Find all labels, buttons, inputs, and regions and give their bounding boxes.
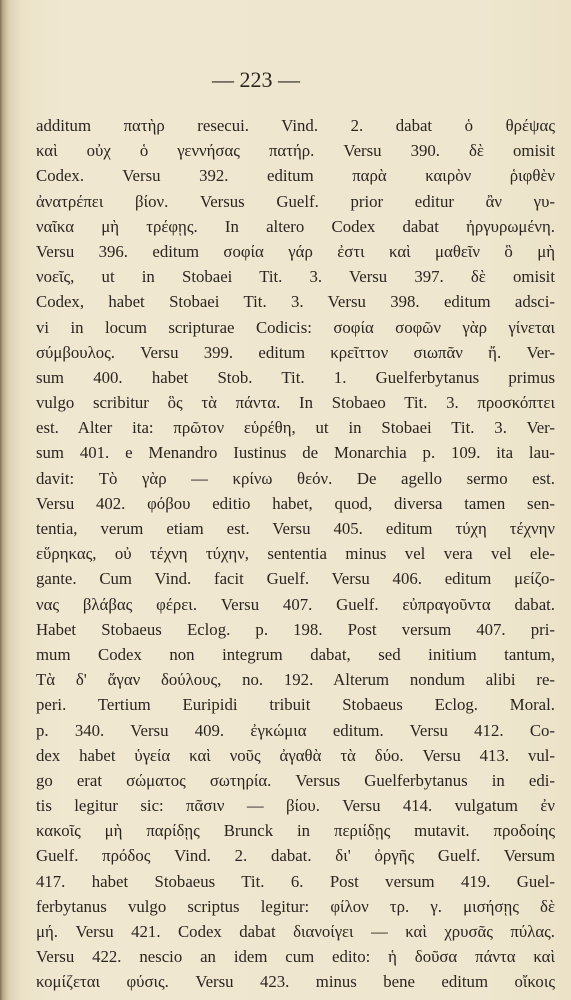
text-line: vi in locum scripturae Codicis: σοφία σοφῶν γὰρ γίνεται xyxy=(36,317,555,337)
text-line: dex habet ὑγεία καὶ νοῦς ἀγαθὰ τὰ δύο. Versu 413. vul- xyxy=(36,745,555,765)
text-line: Codex. Versu 392. editum παρὰ καιρὸν ῥιφθὲν xyxy=(36,166,555,186)
text-line: peri. Tertium Euripidi tribuit Stobaeus Eclog. Moral. xyxy=(36,695,555,715)
page-number: — 223 — xyxy=(212,67,300,92)
text-line: 417. habet Stobaeus Tit. 6. Post versum 419. Guel- xyxy=(36,871,555,891)
text-line: Versu 402. φόβου editio habet, quod, diversa tamen sen- xyxy=(36,493,555,513)
text-line: μή. Versu 421. Codex dabat διανοίγει — καὶ χρυσᾶς πύλας. xyxy=(36,922,555,941)
text-line: Habet Stobaeus Eclog. p. 198. Post versum 407. pri- xyxy=(36,619,555,639)
text-line: καὶ οὐχ ὁ γεννήσας πατήρ. Versu 390. δὲ omisit xyxy=(36,141,555,161)
text-line: mum Codex non integrum dabat, sed initium tantum, xyxy=(36,644,555,664)
text-line: νοεῖς, ut in Stobaei Tit. 3. Versu 397. δὲ omisit xyxy=(36,267,555,287)
text-line: tis legitur sic: πᾶσιν — βίου. Versu 414. vulgatum ἐν xyxy=(36,796,555,816)
text-line: tentia, verum etiam est. Versu 405. editum τύχη τέχνην xyxy=(36,519,555,538)
text-line: sum 401. e Menandro Iustinus de Monarchia p. 109. ita lau- xyxy=(36,443,555,463)
text-line: Guelf. πρόδος Vind. 2. dabat. δι' ὀργῆς Guelf. Versum xyxy=(36,846,555,866)
body-text xyxy=(36,113,555,995)
text-line: Codex, habet Stobaei Tit. 3. Versu 398. editum adsci- xyxy=(36,292,555,312)
text-line: gante. Cum Vind. facit Guelf. Versu 406. editum μείζο- xyxy=(36,569,555,589)
text-line: Versu 422. nescio an idem cum edito: ἡ δοῦσα πάντα καὶ xyxy=(36,947,555,967)
text-line: ἀνατρέπει βίον. Versus Guelf. prior editur ἂν γυ- xyxy=(36,191,555,211)
text-line: νας βλάβας φέρει. Versu 407. Guelf. εὐπραγοῦντα dabat. xyxy=(36,594,555,614)
text-line: additum πατὴρ resecui. Vind. 2. dabat ὁ θρέψας xyxy=(36,116,555,135)
text-line: est. Alter ita: πρῶτον εὑρέθη, ut in Stobaei Tit. 3. Ver- xyxy=(36,418,555,438)
text-line: davit: Τὸ γὰρ — κρίνω θεόν. De agello sermo est. xyxy=(36,468,555,488)
text-line: go erat σώματος σωτηρία. Versus Guelferbytanus in edi- xyxy=(36,770,555,790)
text-line: σύμβουλος. Versu 399. editum κρεῖττον σιωπᾶν ἤ. Ver- xyxy=(36,342,555,362)
text-line: κακοῖς μὴ παρίδῃς Brunck in περιίδῃς mutavit. προδοίης xyxy=(36,821,555,841)
text-line: ferbytanus vulgo scriptus legitur: φίλον τρ. γ. μισήσῃς δὲ xyxy=(36,896,555,916)
text-line: Τὰ δ' ἄγαν δούλους, no. 192. Alterum nondum alibi re- xyxy=(36,670,555,690)
text-line: p. 340. Versu 409. ἐγκώμια editum. Versu 412. Co- xyxy=(36,720,555,740)
text-line: Versu 396. editum σοφία γάρ ἐστι καὶ μαθεῖν ὃ μὴ xyxy=(36,241,555,261)
text-line: vulgo scribitur ὃς τὰ πάντα. In Stobaeo Tit. 3. προσκόπτει xyxy=(36,393,555,413)
text-line: ναῖκα μὴ τρέφῃς. In altero Codex dabat ἠργυρωμένη. xyxy=(36,216,555,236)
text-line: κομίζεται φύσις. Versu 423. minus bene editum οἴκοις xyxy=(36,972,555,992)
text-line: sum 400. habet Stob. Tit. 1. Guelferbytanus primus xyxy=(36,367,555,387)
text-line: εὕρηκας, οὐ τέχνη τύχην, sententia minus vel vera vel ele- xyxy=(36,544,555,564)
